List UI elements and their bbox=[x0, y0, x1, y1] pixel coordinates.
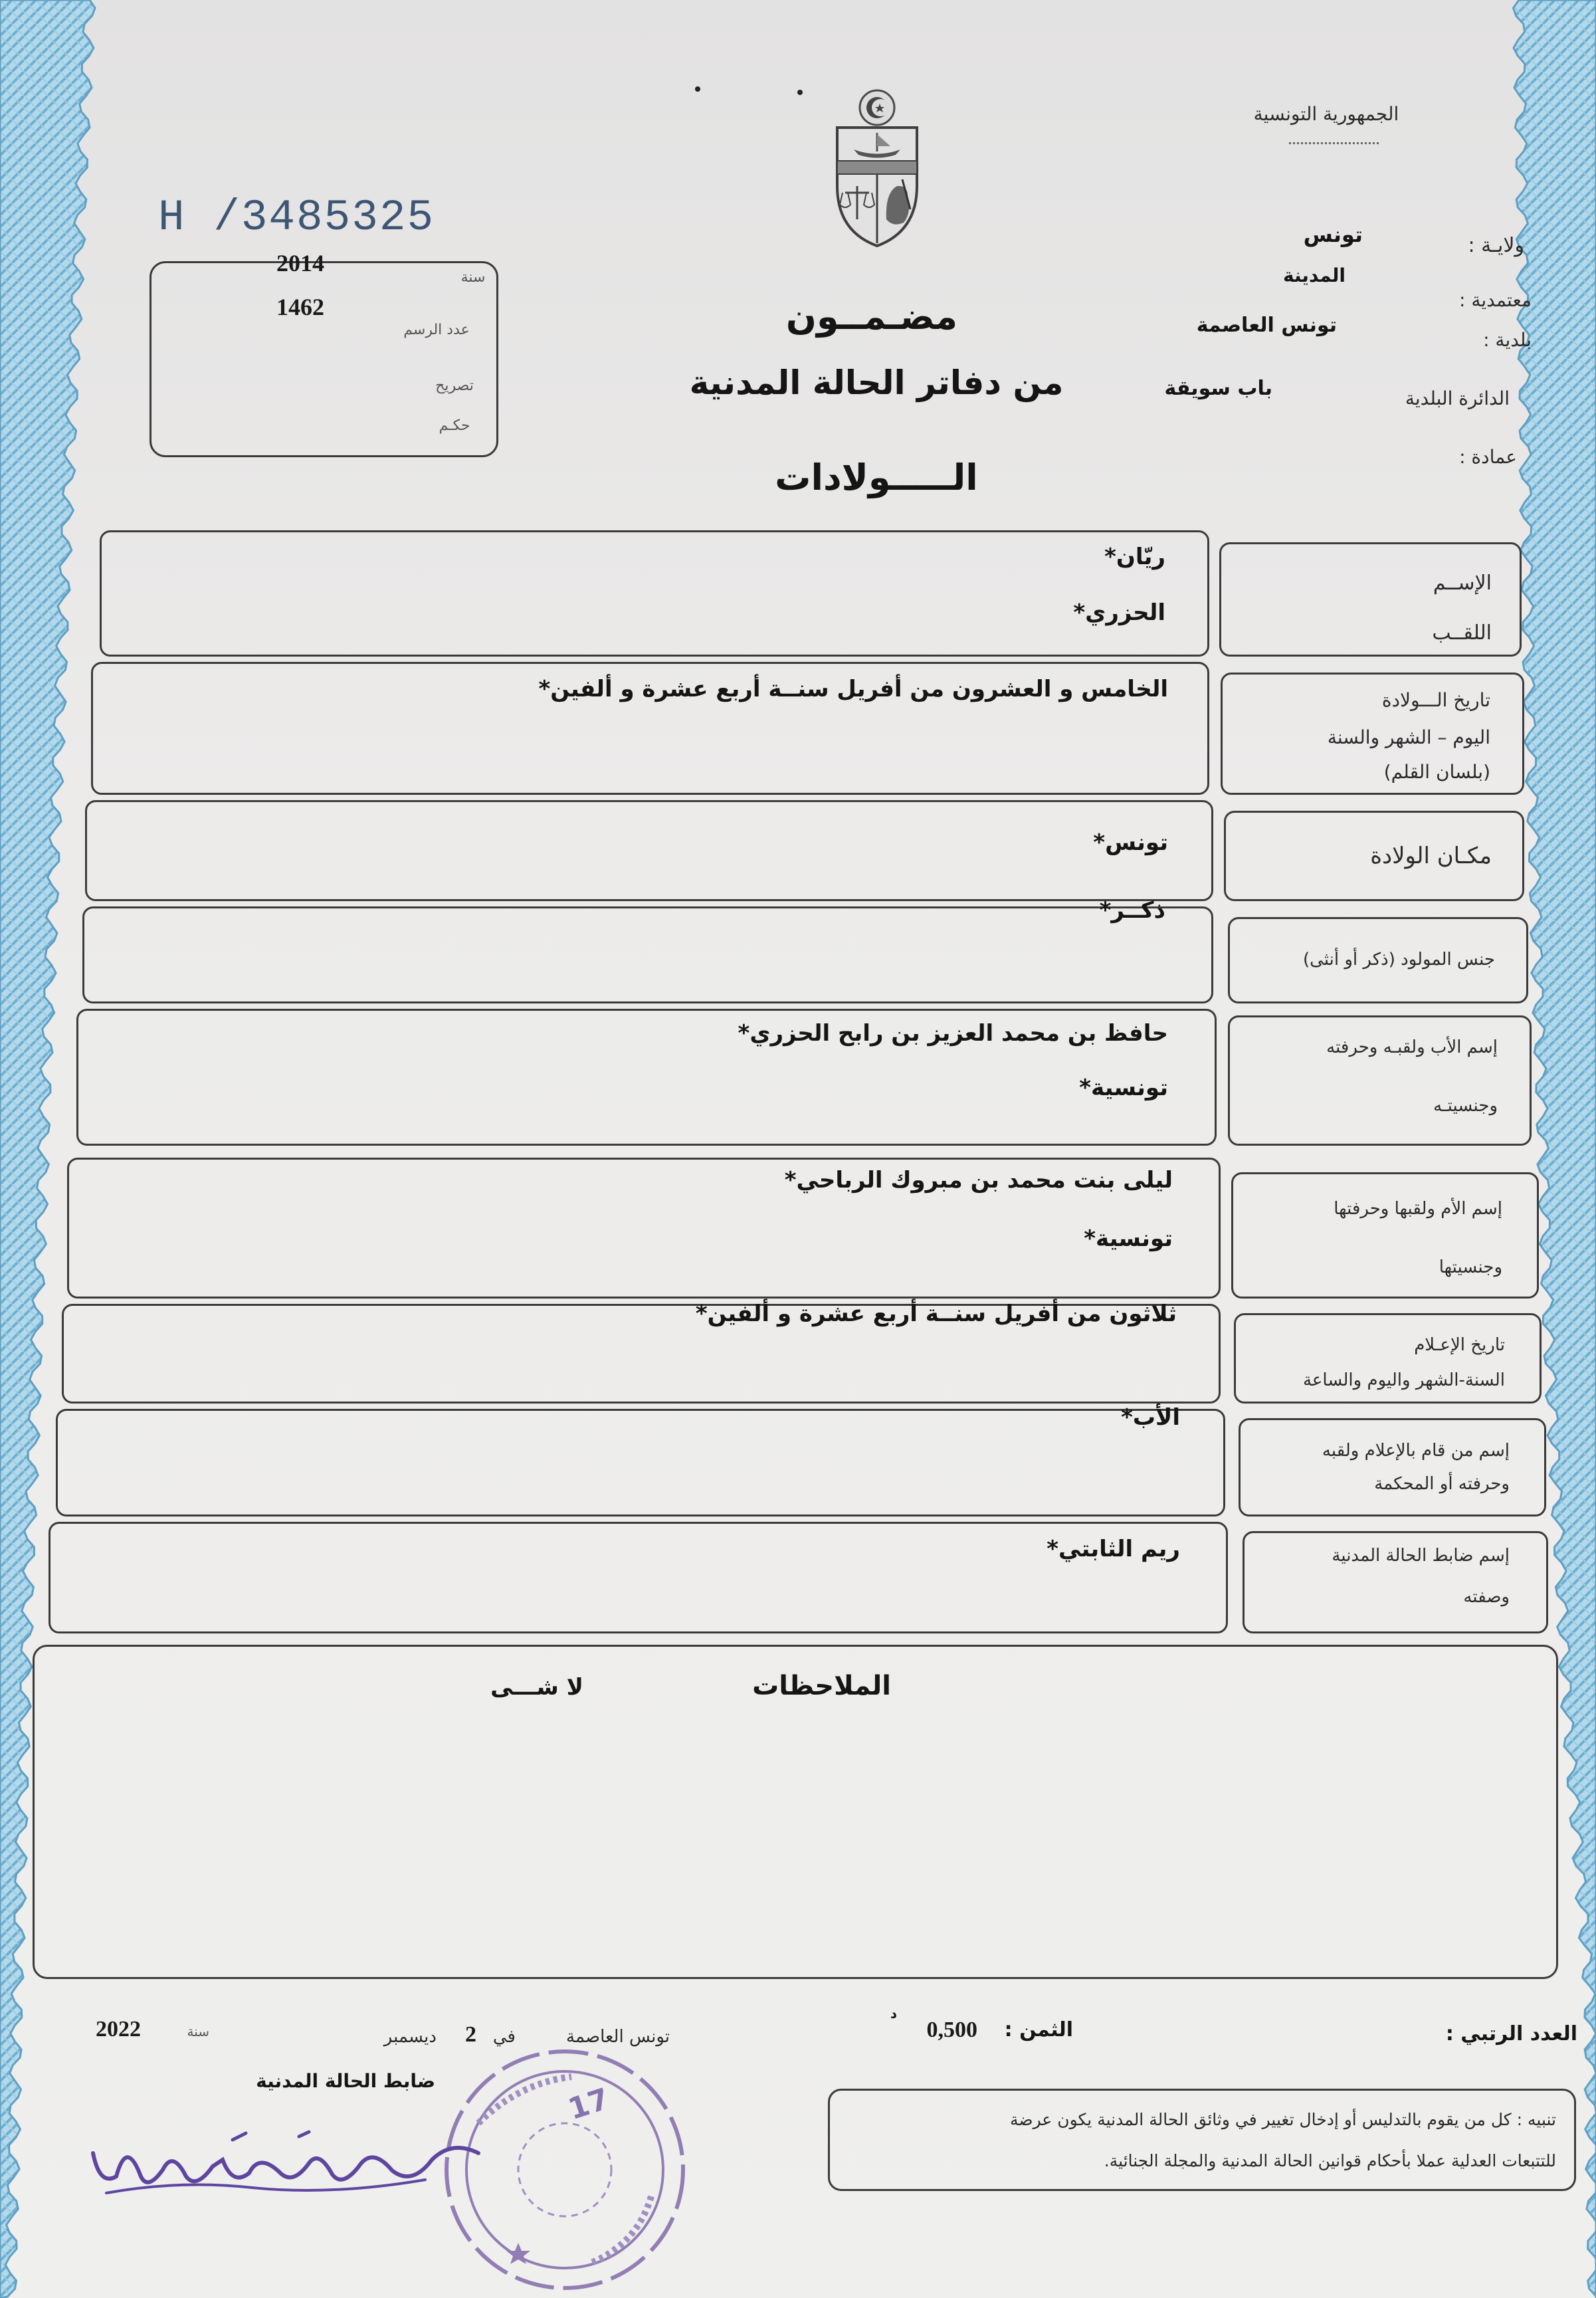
birth-place-label: مكـان الولادة bbox=[1370, 843, 1492, 869]
father-name-value: حافظ بن محمد العزيز بن رابح الحزري* bbox=[738, 1020, 1168, 1047]
delegation-label: معتمدية : bbox=[1459, 289, 1532, 311]
sex-value: ذكــر* bbox=[1099, 897, 1165, 924]
mother-label-box bbox=[1231, 1172, 1539, 1299]
father-nationality-value: تونسية* bbox=[1079, 1075, 1168, 1101]
declaration-date-value: ثلاثون من أفريل سنــة أربع عشرة و ألفين* bbox=[695, 1301, 1177, 1327]
mother-label: إسم الأم ولقبها وحرفتها bbox=[1334, 1199, 1502, 1219]
city-value: المدينة bbox=[1283, 264, 1346, 286]
serial-number-label: العدد الرتبي : bbox=[1445, 2022, 1577, 2045]
mother-nationality-value: تونسية* bbox=[1084, 1225, 1173, 1252]
birth-date-value: الخامس و العشرون من أفريل سنــة أربع عشرة و ألفين* bbox=[538, 676, 1168, 702]
birth-date-label: اليوم – الشهر والسنة bbox=[1327, 726, 1490, 748]
notice-box bbox=[828, 2089, 1576, 2191]
remarks-value: لا شـــى bbox=[490, 1674, 583, 1701]
wilaya-value: تونس bbox=[1303, 222, 1363, 247]
issue-year: 2022 bbox=[96, 2017, 141, 2041]
officer-signature bbox=[80, 2113, 492, 2213]
issue-day: 2 bbox=[465, 2022, 476, 2047]
officer-value: ريم الثابتي* bbox=[1047, 1536, 1180, 1562]
republic-heading: الجمهورية التونسية bbox=[1253, 103, 1399, 125]
notice-line: للتتبعات العدلية عملا بأحكام قوانين الحالة المدنية والمجلة الجنائية. bbox=[1104, 2151, 1556, 2170]
declarant-value-box bbox=[56, 1409, 1225, 1516]
name-value-box bbox=[100, 530, 1209, 657]
mother-name-value: ليلى بنت محمد بن مبروك الرباحي* bbox=[784, 1167, 1173, 1194]
sex-label: جنس المولود (ذكر أو أنثى) bbox=[1302, 950, 1495, 970]
declarant-label-box bbox=[1239, 1418, 1546, 1516]
father-label: وجنسيتـه bbox=[1433, 1096, 1498, 1116]
first-name-value: ريّان* bbox=[1104, 544, 1165, 570]
register-act-number-label: عدد الرسم bbox=[403, 322, 470, 338]
wilaya-label: ولايـة : bbox=[1468, 234, 1524, 257]
declaration-date-label: تاريخ الإعـلام bbox=[1414, 1335, 1505, 1355]
municipality-label: بلدية : bbox=[1483, 329, 1532, 351]
district-value: باب سويقة bbox=[1164, 377, 1272, 400]
remarks-label: الملاحظات bbox=[752, 1671, 891, 1701]
municipality-value: تونس العاصمة bbox=[1196, 314, 1337, 337]
issue-on: في bbox=[492, 2027, 516, 2047]
stamp-number: 17 bbox=[564, 2081, 614, 2127]
declarant-value: الأب* bbox=[1121, 1404, 1180, 1431]
price-currency: د bbox=[890, 2006, 897, 2022]
declaration-date-label: السنة-الشهر واليوم والساعة bbox=[1302, 1370, 1505, 1390]
declarant-label: وحرفته أو المحكمة bbox=[1374, 1474, 1510, 1494]
issue-place: تونس العاصمة bbox=[566, 2027, 670, 2047]
issue-month: ديسمبر bbox=[383, 2027, 437, 2047]
officer-label: وصفته bbox=[1463, 1587, 1510, 1607]
notice-line: تنبيه : كل من يقوم بالتدليس أو إدخال تغيير في وثائق الحالة المدنية يكون عرضة bbox=[1009, 2110, 1556, 2129]
birth-place-value-box bbox=[85, 800, 1213, 901]
issue-year-label: سنة bbox=[187, 2024, 209, 2039]
register-year: 2014 bbox=[276, 250, 324, 276]
district-label: الدائرة البلدية bbox=[1405, 387, 1510, 409]
register-declaration-label: تصريح bbox=[435, 377, 474, 394]
document-subtitle: من دفاتر الحالة المدنية bbox=[689, 364, 1064, 402]
price-label: الثمن : bbox=[1004, 2018, 1073, 2041]
birth-date-label: (بلسان القلم) bbox=[1383, 761, 1490, 783]
declarant-label: إسم من قام بالإعلام ولقبه bbox=[1322, 1441, 1510, 1461]
certificate-serial-number: H /3485325 bbox=[158, 193, 435, 243]
surname-label: اللقــب bbox=[1432, 621, 1492, 645]
name-label: الإســم bbox=[1433, 572, 1492, 595]
register-judgment-label: حكـم bbox=[439, 417, 470, 434]
surname-value: الحزري* bbox=[1073, 599, 1165, 626]
father-label-box bbox=[1228, 1015, 1532, 1146]
birth-place-value: تونس* bbox=[1093, 829, 1168, 856]
document-title: مضـمــون bbox=[785, 296, 958, 338]
scan-dot bbox=[797, 90, 803, 95]
father-label: إسم الأب ولقبـه وحرفته bbox=[1326, 1037, 1498, 1057]
price-value: 0,500 bbox=[926, 2018, 977, 2042]
mother-label: وجنسيتها bbox=[1439, 1257, 1502, 1277]
coat-of-arms-emblem bbox=[824, 86, 930, 253]
republic-underline bbox=[1289, 142, 1379, 144]
officer-title: ضابط الحالة المدنية bbox=[256, 2070, 435, 2092]
register-act-number: 1462 bbox=[276, 294, 324, 320]
imada-label: عمادة : bbox=[1459, 446, 1517, 468]
register-year-label: سنة bbox=[460, 269, 486, 286]
scan-dot bbox=[695, 86, 700, 92]
sex-value-box bbox=[82, 906, 1213, 1003]
officer-label: إسم ضابط الحالة المدنية bbox=[1332, 1546, 1510, 1566]
register-title: الـــــولادات bbox=[775, 457, 978, 498]
birth-date-label: تاريخ الـــولادة bbox=[1381, 689, 1490, 711]
